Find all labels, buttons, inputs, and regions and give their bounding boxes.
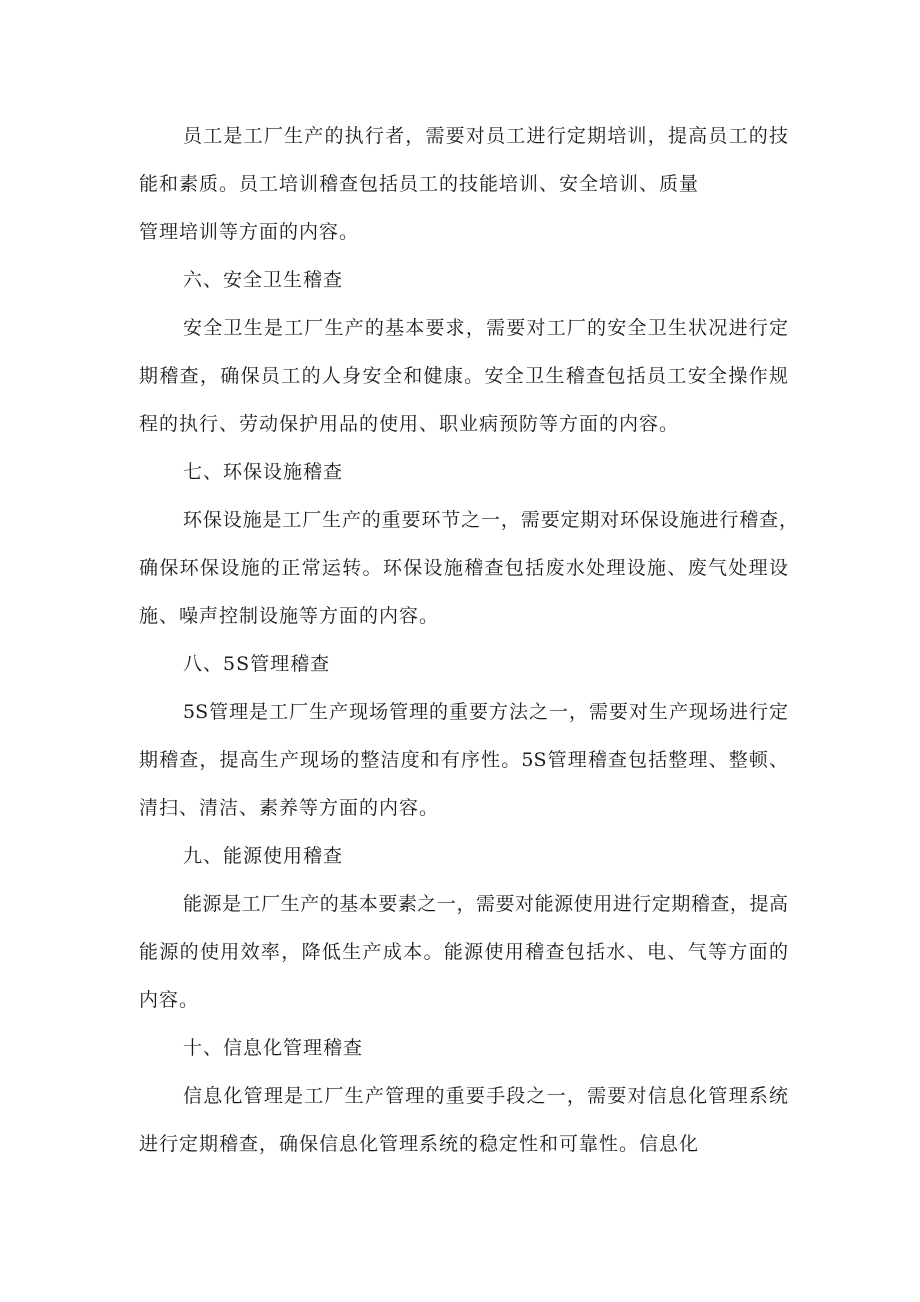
paragraph-line: 程的执行、劳动保护用品的使用、职业病预防等方面的内容。 — [139, 413, 680, 435]
paragraph-line: 能源是工厂生产的基本要素之一，需要对能源使用进行定期稽查，提高 — [183, 893, 788, 915]
section-heading: 七、环保设施稽查 — [183, 461, 344, 483]
paragraph-line: 5S管理是工厂生产现场管理的重要方法之一，需要对生产现场进行定 — [183, 701, 788, 723]
paragraph-line: 员工是工厂生产的执行者，需要对员工进行定期培训，提高员工的技 — [183, 125, 788, 147]
paragraph-line: 安全卫生是工厂生产的基本要求，需要对工厂的安全卫生状况进行定 — [183, 317, 788, 339]
paragraph-line: 期稽查，确保员工的人身安全和健康。安全卫生稽查包括员工安全操作规 — [139, 365, 788, 387]
section-heading: 十、信息化管理稽查 — [183, 1037, 364, 1059]
section-heading: 八、5S管理稽查 — [183, 653, 331, 675]
paragraph-line: 能和素质。员工培训稽查包括员工的技能培训、安全培训、质量 — [139, 173, 700, 195]
paragraph-line: 施、噪声控制设施等方面的内容。 — [139, 605, 440, 627]
paragraph-line: 信息化管理是工厂生产管理的重要手段之一，需要对信息化管理系统 — [183, 1085, 788, 1107]
paragraph-line: 内容。 — [139, 989, 200, 1011]
paragraph-line: 管理培训等方面的内容。 — [139, 221, 360, 243]
paragraph-line: 能源的使用效率，降低生产成本。能源使用稽查包括水、电、气等方面的 — [139, 941, 788, 963]
section-heading: 六、安全卫生稽查 — [183, 269, 344, 291]
paragraph-line: 环保设施是工厂生产的重要环节之一，需要定期对环保设施进行稽查， — [183, 509, 798, 531]
paragraph-line: 确保环保设施的正常运转。环保设施稽查包括废水处理设施、废气处理设 — [139, 557, 788, 579]
paragraph-line: 期稽查，提高生产现场的整洁度和有序性。5S管理稽查包括整理、整顿、 — [139, 749, 788, 771]
paragraph-line: 清扫、清洁、素养等方面的内容。 — [139, 797, 440, 819]
section-heading: 九、能源使用稽查 — [183, 845, 344, 867]
paragraph-line: 进行定期稽查，确保信息化管理系统的稳定性和可靠性。信息化 — [139, 1133, 700, 1155]
